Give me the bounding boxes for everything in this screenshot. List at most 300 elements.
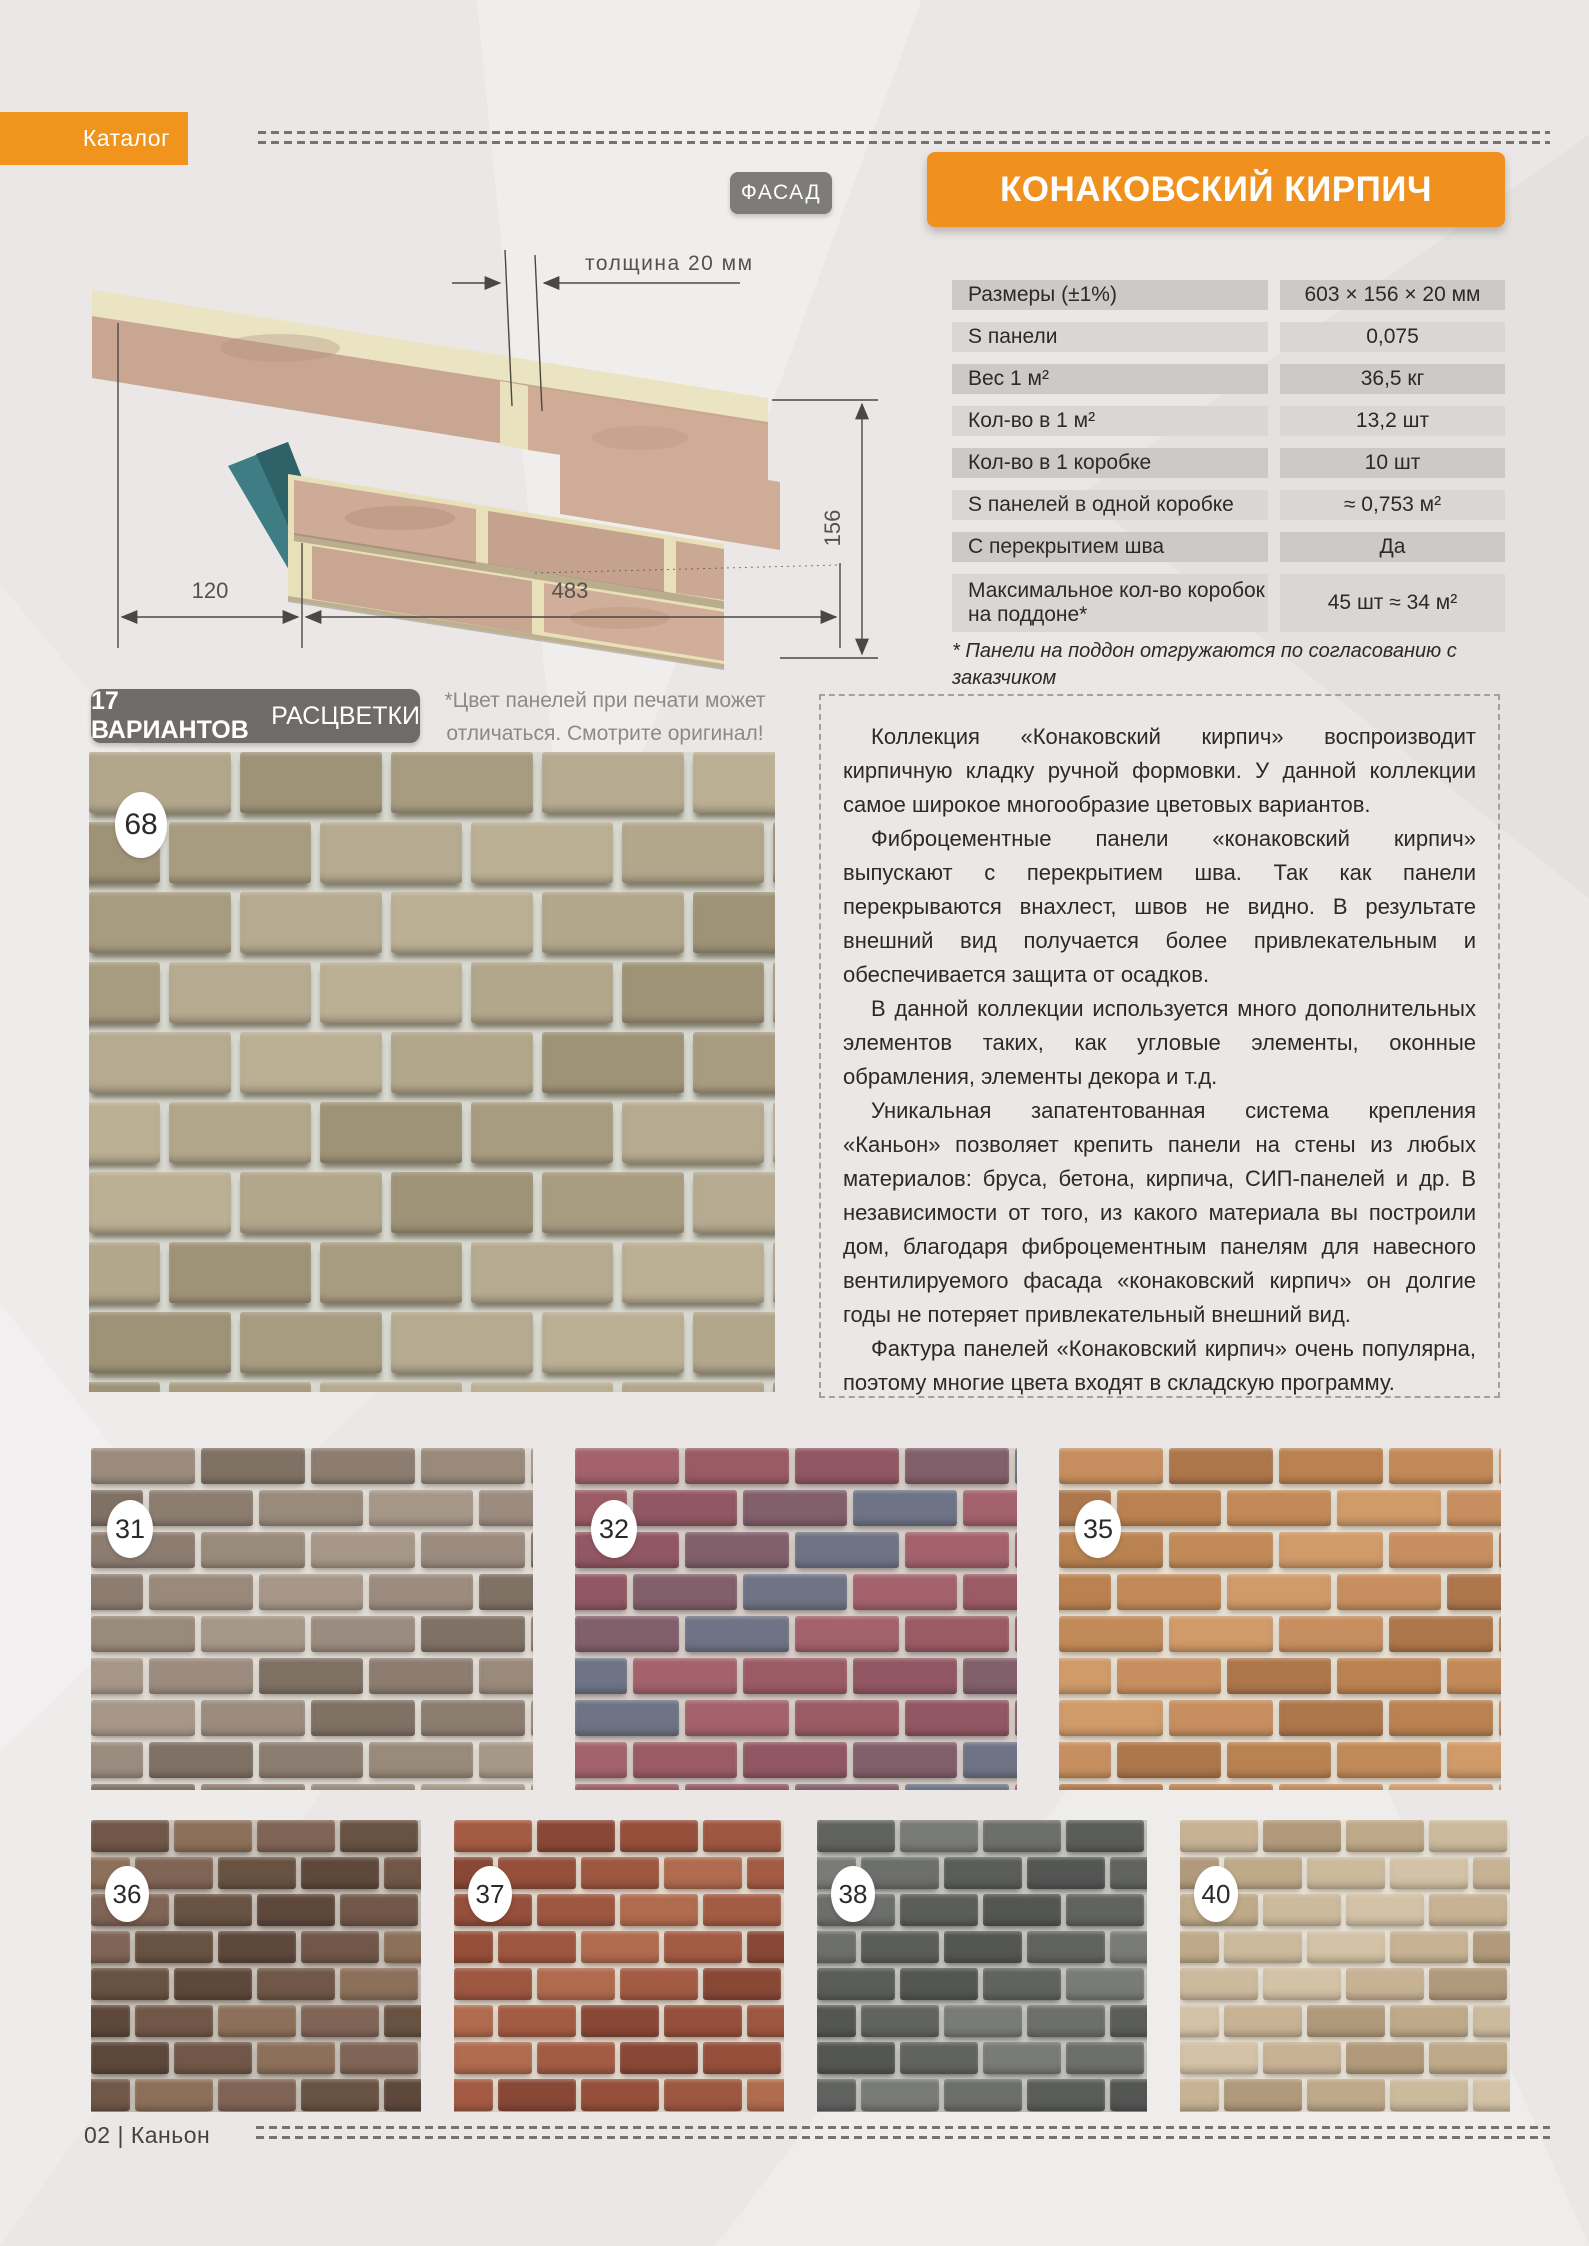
brick: [91, 2079, 130, 2111]
brick: [1110, 2079, 1147, 2111]
brick: [257, 1894, 335, 1926]
brick: [218, 2079, 296, 2111]
brick: [454, 2079, 493, 2111]
brick: [633, 1658, 737, 1694]
brick: [320, 822, 462, 883]
brick: [1180, 1968, 1258, 2000]
brick: [1027, 2005, 1105, 2037]
brick: [773, 822, 775, 883]
brick: [1473, 1931, 1510, 1963]
brick: [384, 2005, 421, 2037]
brick: [795, 1616, 899, 1652]
brick: [1263, 1820, 1341, 1852]
brick: [853, 1658, 957, 1694]
brick: [531, 1616, 533, 1652]
brick: [301, 2079, 379, 2111]
brick: [1169, 1532, 1273, 1568]
brick: [1429, 1820, 1507, 1852]
spec-row: [952, 490, 1505, 520]
brick-texture: [91, 1820, 421, 2112]
brick: [905, 1784, 1009, 1790]
brick: [531, 1532, 533, 1568]
brick: [201, 1448, 305, 1484]
brick: [905, 1700, 1009, 1736]
spec-label: S панели: [952, 322, 1268, 352]
brick: [1447, 1574, 1501, 1610]
spec-value: ≈ 0,753 м²: [1280, 490, 1505, 520]
brick: [1117, 1658, 1221, 1694]
brick: [581, 2079, 659, 2111]
brick: [963, 1574, 1017, 1610]
brick: [1169, 1700, 1273, 1736]
brick: [581, 1931, 659, 1963]
brick: [664, 1931, 742, 1963]
brick: [201, 1532, 305, 1568]
spec-row: [952, 406, 1505, 436]
brick: [1027, 1931, 1105, 1963]
brick: [1180, 1820, 1258, 1852]
brick: [983, 1894, 1061, 1926]
brick: [454, 2005, 493, 2037]
brick: [174, 1894, 252, 1926]
brick: [454, 1931, 493, 1963]
brick: [1180, 1931, 1219, 1963]
facade-badge: ФАСАД: [730, 172, 832, 214]
brick: [743, 1574, 847, 1610]
panel-photo-illustration: [92, 290, 780, 670]
brick: [89, 1032, 231, 1093]
brick-texture: [89, 752, 775, 1392]
height-dimension-label: 156: [820, 509, 845, 547]
brick: [301, 2005, 379, 2037]
brick: [983, 2042, 1061, 2074]
brick: [575, 1700, 679, 1736]
brick: [542, 752, 684, 813]
spec-value: 10 шт: [1280, 448, 1505, 478]
brick: [1499, 1616, 1501, 1652]
brick: [1224, 2079, 1302, 2111]
brick: [174, 2042, 252, 2074]
spec-value: 0,075: [1280, 322, 1505, 352]
brick: [391, 892, 533, 953]
brick: [91, 1784, 195, 1790]
brick: [1180, 2079, 1219, 2111]
brick: [1307, 1931, 1385, 1963]
brick: [1346, 1820, 1424, 1852]
brick: [421, 1700, 525, 1736]
brick: [201, 1784, 305, 1790]
brick: [301, 1931, 379, 1963]
brick: [1224, 2005, 1302, 2037]
swatch-number-badge: 31: [107, 1500, 153, 1558]
brick: [320, 1242, 462, 1303]
brick: [1337, 1742, 1441, 1778]
spec-value: 13,2 шт: [1280, 406, 1505, 436]
brick: [1180, 2005, 1219, 2037]
brick: [320, 1102, 462, 1163]
brick: [703, 1968, 781, 2000]
brick: [900, 1968, 978, 2000]
brick: [817, 1931, 856, 1963]
brick: [575, 1742, 627, 1778]
brick: [1227, 1490, 1331, 1526]
spec-value: 36,5 кг: [1280, 364, 1505, 394]
brick: [89, 1382, 160, 1392]
brick: [633, 1742, 737, 1778]
brick: [1066, 1968, 1144, 2000]
brick: [1110, 1931, 1147, 1963]
brick: [963, 1742, 1017, 1778]
brick: [1337, 1574, 1441, 1610]
brick: [201, 1616, 305, 1652]
spec-label: Вес 1 м²: [952, 364, 1268, 394]
brick: [1015, 1700, 1017, 1736]
brick: [1059, 1448, 1163, 1484]
brick: [795, 1448, 899, 1484]
brick: [1390, 2079, 1468, 2111]
brick: [664, 2005, 742, 2037]
brick: [240, 1172, 382, 1233]
brick: [149, 1742, 253, 1778]
brick: [1429, 1894, 1507, 1926]
brick: [391, 752, 533, 813]
spec-label: Размеры (±1%): [952, 280, 1268, 310]
brick: [1117, 1742, 1221, 1778]
brick: [320, 1382, 462, 1392]
brick: [1346, 2042, 1424, 2074]
brick: [471, 962, 613, 1023]
brick: [1473, 2079, 1510, 2111]
brick: [89, 892, 231, 953]
brick: [1110, 2005, 1147, 2037]
brick: [963, 1490, 1017, 1526]
brick: [575, 1448, 679, 1484]
brick: [240, 1312, 382, 1373]
brick: [1390, 2005, 1468, 2037]
brick: [693, 752, 775, 813]
swatch-number-badge: 68: [115, 792, 167, 858]
brick: [1263, 1894, 1341, 1926]
brick: [498, 2079, 576, 2111]
brick: [1059, 1700, 1163, 1736]
brick: [1473, 1857, 1510, 1889]
spec-row: [952, 448, 1505, 478]
brick: [391, 1032, 533, 1093]
brick: [91, 1931, 130, 1963]
brick: [89, 962, 160, 1023]
brick: [384, 1931, 421, 1963]
brick: [1169, 1784, 1273, 1790]
brick: [743, 1490, 847, 1526]
brick: [421, 1784, 525, 1790]
brick: [1389, 1784, 1493, 1790]
brick: [693, 892, 775, 953]
brick: [1059, 1616, 1163, 1652]
brick: [471, 822, 613, 883]
brick: [340, 2042, 418, 2074]
thickness-dimension-label: толщина 20 мм: [585, 252, 754, 275]
brick: [169, 1382, 311, 1392]
brick: [1015, 1616, 1017, 1652]
brick-texture: [1059, 1448, 1501, 1790]
spec-label: S панелей в одной коробке: [952, 490, 1268, 520]
brick: [1066, 1820, 1144, 1852]
swatch-68: [89, 752, 775, 1392]
brick: [471, 1382, 613, 1392]
width-dimension-label: 483: [551, 578, 589, 603]
brick: [169, 1102, 311, 1163]
brick: [773, 962, 775, 1023]
spec-footnote: * Панели на поддон отгружаются по согласованию с заказчиком: [952, 640, 1457, 689]
brick: [900, 2042, 978, 2074]
brick: [1337, 1658, 1441, 1694]
swatch-32: [575, 1448, 1017, 1790]
brick: [1117, 1574, 1221, 1610]
brick: [685, 1448, 789, 1484]
brick: [311, 1700, 415, 1736]
brick: [1015, 1532, 1017, 1568]
brick: [369, 1658, 473, 1694]
brick: [1279, 1700, 1383, 1736]
brick: [391, 1172, 533, 1233]
swatch-number-badge: 32: [591, 1500, 637, 1558]
brick: [91, 1616, 195, 1652]
swatch-row-1: [91, 1448, 1501, 1790]
brick: [537, 1820, 615, 1852]
spec-label: С перекрытием шва: [952, 532, 1268, 562]
brick: [369, 1490, 473, 1526]
brick: [135, 2005, 213, 2037]
brick: [1390, 1931, 1468, 1963]
brick: [944, 1857, 1022, 1889]
brick: [384, 2079, 421, 2111]
brick: [1279, 1616, 1383, 1652]
swatch-38: [817, 1820, 1147, 2112]
brick: [853, 1574, 957, 1610]
brick: [89, 1312, 231, 1373]
brick: [421, 1448, 525, 1484]
brick: [471, 1242, 613, 1303]
brick: [817, 1820, 895, 1852]
spec-value: 45 шт ≈ 34 м²: [1280, 574, 1505, 632]
brick: [391, 1312, 533, 1373]
brick: [542, 892, 684, 953]
brick: [817, 2005, 856, 2037]
brick: [91, 1968, 169, 2000]
brick: [311, 1616, 415, 1652]
swatch-row-2: [91, 1820, 1510, 2112]
brick: [1110, 1857, 1147, 1889]
brick: [89, 1242, 160, 1303]
swatch-36: [91, 1820, 421, 2112]
brick: [91, 2005, 130, 2037]
brick: [1447, 1490, 1501, 1526]
description-paragraph: Фактура панелей «Конаковский кирпич» очень популярна, поэтому многие цвета входят в складскую программу.: [843, 1336, 1476, 1395]
brick: [747, 1857, 784, 1889]
brick: [693, 1312, 775, 1373]
brick: [149, 1574, 253, 1610]
brick: [1027, 2079, 1105, 2111]
brick: [537, 2042, 615, 2074]
brick-texture: [817, 1820, 1147, 2112]
brick: [944, 1931, 1022, 1963]
brick: [1059, 1784, 1163, 1790]
brick: [581, 2005, 659, 2037]
brick: [1499, 1700, 1501, 1736]
spec-row: [952, 532, 1505, 562]
swatch-number-badge: 38: [831, 1866, 875, 1922]
brick: [1499, 1448, 1501, 1484]
brick: [1389, 1532, 1493, 1568]
brick: [218, 2005, 296, 2037]
brick: [664, 1857, 742, 1889]
brick: [1180, 2042, 1258, 2074]
spec-row: [952, 280, 1505, 310]
brick: [633, 1490, 737, 1526]
brick: [479, 1742, 533, 1778]
brick: [174, 1968, 252, 2000]
brick: [703, 2042, 781, 2074]
brick: [89, 1102, 160, 1163]
brick: [91, 1658, 143, 1694]
swatch-number-badge: 40: [1194, 1866, 1238, 1922]
brick: [622, 962, 764, 1023]
spec-label: Кол-во в 1 м²: [952, 406, 1268, 436]
brick: [817, 1968, 895, 2000]
spec-value: Да: [1280, 532, 1505, 562]
brick: [257, 2042, 335, 2074]
brick: [542, 1032, 684, 1093]
brick: [369, 1574, 473, 1610]
brick: [900, 1820, 978, 1852]
brick: [795, 1784, 899, 1790]
brick-texture: [91, 1448, 533, 1790]
brick: [1227, 1574, 1331, 1610]
brick: [537, 1968, 615, 2000]
brick: [983, 1820, 1061, 1852]
brick: [1429, 1968, 1507, 2000]
brick: [1346, 1968, 1424, 2000]
brick: [259, 1574, 363, 1610]
brick: [1263, 1968, 1341, 2000]
spec-label: Максимальное кол-во коробок на поддоне*: [952, 574, 1268, 632]
brick: [169, 1242, 311, 1303]
brick-texture: [575, 1448, 1017, 1790]
brick: [240, 1032, 382, 1093]
brick: [1429, 2042, 1507, 2074]
brick: [817, 2079, 856, 2111]
brick: [1307, 1857, 1385, 1889]
brick: [633, 1574, 737, 1610]
bottom-divider: [256, 2126, 1550, 2139]
brick: [149, 1658, 253, 1694]
brick: [340, 1894, 418, 1926]
brick-texture: [454, 1820, 784, 2112]
top-divider: [258, 131, 1550, 144]
brick: [1279, 1532, 1383, 1568]
brick: [575, 1658, 627, 1694]
brick: [135, 2079, 213, 2111]
brick: [747, 2005, 784, 2037]
brick: [384, 1857, 421, 1889]
brick: [703, 1820, 781, 1852]
brick: [817, 2042, 895, 2074]
brick: [311, 1532, 415, 1568]
brick: [1279, 1448, 1383, 1484]
description-paragraph: В данной коллекции используется много дополнительных элементов таких, как угловые элементы, оконные обрамления, элементы декора и т.д.: [843, 996, 1476, 1089]
brick: [1337, 1490, 1441, 1526]
brick: [1307, 2079, 1385, 2111]
brick: [664, 2079, 742, 2111]
brick: [240, 752, 382, 813]
brick: [421, 1616, 525, 1652]
brick: [218, 1857, 296, 1889]
brick: [1447, 1742, 1501, 1778]
brick: [905, 1532, 1009, 1568]
brick: [91, 1574, 143, 1610]
color-disclaimer-note: *Цвет панелей при печати может отличаться. Смотрите оригинал!: [444, 689, 766, 745]
left-dimension-label: 120: [191, 578, 229, 603]
brick: [861, 1931, 939, 1963]
brick: [905, 1448, 1009, 1484]
brick: [685, 1616, 789, 1652]
brick: [1389, 1616, 1493, 1652]
brick: [685, 1700, 789, 1736]
swatch-37: [454, 1820, 784, 2112]
brick: [201, 1700, 305, 1736]
brick: [1307, 2005, 1385, 2037]
brick: [537, 1894, 615, 1926]
brick: [369, 1742, 473, 1778]
description-paragraph: Уникальная запатентованная система крепления «Каньон» позволяет крепить панели на стены из любых материалов: бруса, бетона, кирпича, СИП-панелей и др. В независимости от того, из какого материала вы построили дом, благодаря фиброцементным панелям для навесного вентилируемого фасада «конаковский кирпич» он долгие годы не потеряет привлекательный внешний вид.: [843, 1098, 1476, 1327]
brick: [311, 1448, 415, 1484]
brick: [620, 2042, 698, 2074]
brick: [498, 1931, 576, 1963]
brick: [135, 1931, 213, 1963]
variants-count-badge: [91, 689, 420, 743]
brick: [1027, 1857, 1105, 1889]
brick: [91, 1742, 143, 1778]
description-paragraph: Коллекция «Конаковский кирпич» воспроизводит кирпичную кладку ручной формовки. У данной коллекции самое широкое многообразие цветовых вариантов.: [843, 724, 1476, 817]
description-paragraph: Фиброцементные панели «конаковский кирпич» выпускают с перекрытием шва. Так как панели перекрываются внахлест, швов не видно. В результате внешний вид получается более привлекательным и обеспечивается защита от осадков.: [843, 826, 1476, 987]
brick: [620, 1968, 698, 2000]
brick: [1389, 1448, 1493, 1484]
spec-label: Кол-во в 1 коробке: [952, 448, 1268, 478]
brick: [89, 1172, 231, 1233]
brick: [542, 1312, 684, 1373]
brick: [743, 1742, 847, 1778]
swatch-35: [1059, 1448, 1501, 1790]
brick: [1059, 1658, 1111, 1694]
brick: [240, 892, 382, 953]
brick: [91, 1820, 169, 1852]
brick: [1346, 1894, 1424, 1926]
brick: [542, 1172, 684, 1233]
brick: [747, 2079, 784, 2111]
brick: [1499, 1532, 1501, 1568]
brick: [1066, 2042, 1144, 2074]
brick: [311, 1784, 415, 1790]
spec-row: [952, 574, 1505, 632]
brick: [1117, 1490, 1221, 1526]
brick: [983, 1968, 1061, 2000]
brick: [1227, 1658, 1331, 1694]
spec-row: [952, 322, 1505, 352]
brick: [320, 962, 462, 1023]
brick: [454, 1820, 532, 1852]
brick: [693, 1172, 775, 1233]
brick: [149, 1490, 253, 1526]
